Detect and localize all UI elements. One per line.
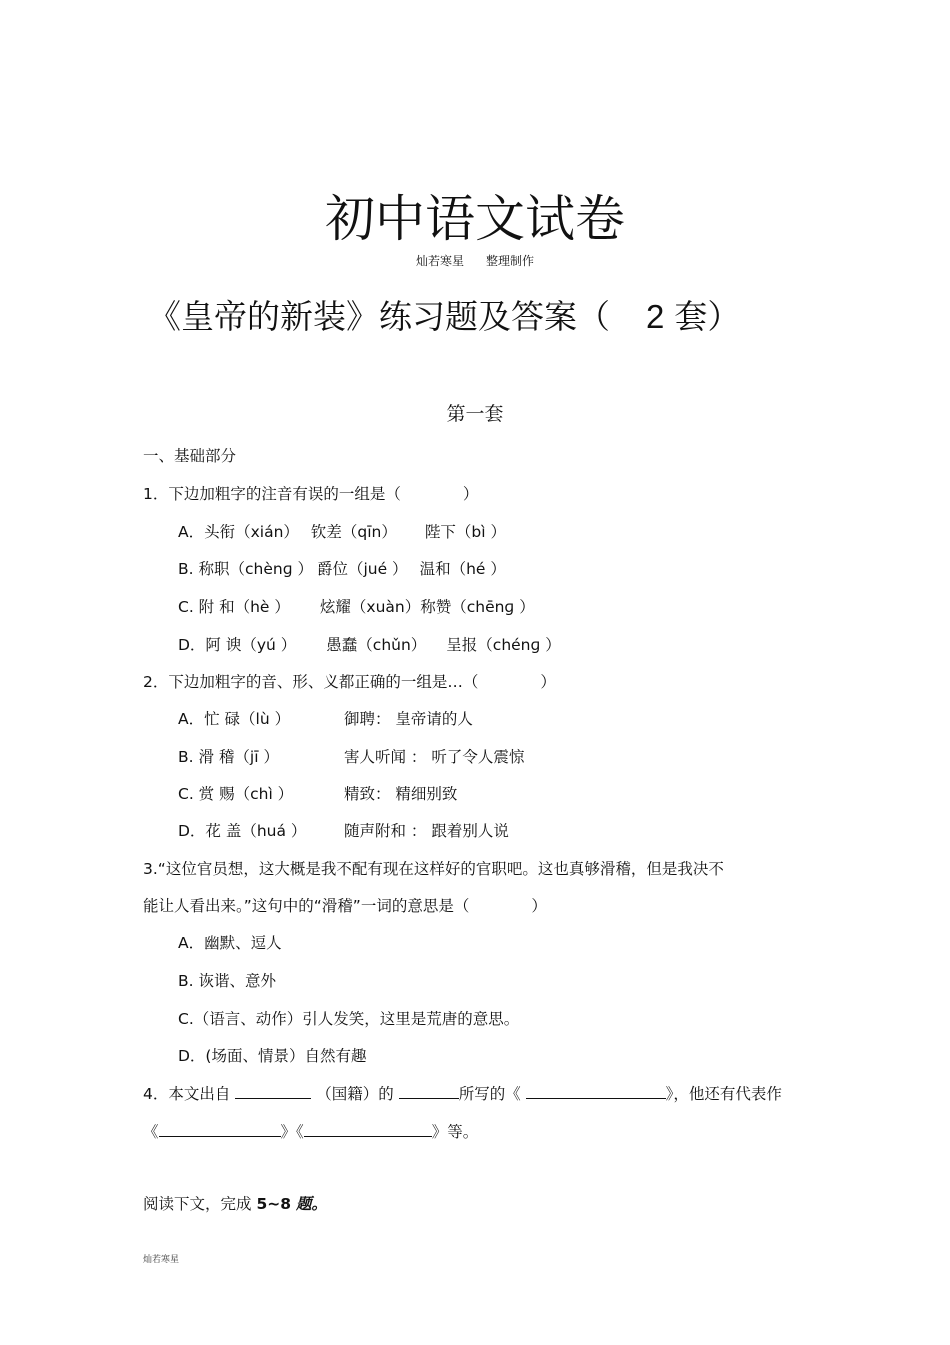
q1-option-c bbox=[178, 595, 535, 619]
q1-c-2: 炫耀（xuàn）称赞（chēnɡ ） bbox=[319, 598, 535, 616]
q4-text-1: 4．本文出自 bbox=[143, 1085, 231, 1103]
exam-title: 初中语文试卷 bbox=[325, 190, 625, 248]
document-title bbox=[148, 294, 740, 340]
q2-b-1: B. 滑 稽（jī ） bbox=[178, 748, 279, 766]
q4-blank-work1 bbox=[159, 1120, 281, 1137]
page-footer: 灿若寒星 bbox=[143, 1255, 180, 1265]
q1-b-1: B. 称职（chènɡ ） bbox=[178, 560, 313, 578]
q4-blank-source bbox=[235, 1082, 311, 1099]
q2-stem: 2．下边加粗字的音、形、义都正确的一组是…（ ） bbox=[143, 673, 556, 691]
document-title-end: 套） bbox=[674, 297, 741, 336]
q4-text-3: 所写的《 bbox=[458, 1085, 521, 1103]
q1-a-2: 钦差（qīn） bbox=[310, 523, 397, 541]
q4-text-4: 》，他还有代表作 bbox=[665, 1085, 782, 1103]
reading-instruction bbox=[143, 1192, 327, 1216]
q4-text-5: 《 bbox=[143, 1123, 159, 1141]
q1-b-3: 温和（hé ） bbox=[419, 560, 506, 578]
reading-text: 阅读下文，完成 bbox=[143, 1195, 252, 1213]
q2-c-1: C. 赏 赐（chì ） bbox=[178, 785, 294, 803]
q2-option-c bbox=[178, 782, 457, 806]
q4-blank-work2 bbox=[304, 1120, 432, 1137]
q1-c-1: C. 附 和（hè ） bbox=[178, 598, 290, 616]
set-title: 第一套 bbox=[446, 403, 504, 425]
q3-option-d: D．(场面、情景）自然有趣 bbox=[178, 1047, 367, 1065]
reading-range: 5~8 bbox=[256, 1195, 292, 1213]
reading-end: 题。 bbox=[295, 1195, 327, 1213]
q4-text-7: 》等。 bbox=[431, 1123, 479, 1141]
q4-text-6: 》《 bbox=[280, 1123, 304, 1141]
q2-option-a bbox=[178, 707, 473, 731]
q1-option-b bbox=[178, 557, 506, 581]
q2-d-1: D．花 盖（huá ） bbox=[178, 822, 307, 840]
q3-option-a: A．幽默、逗人 bbox=[178, 934, 282, 952]
q4-blank-book bbox=[526, 1082, 666, 1099]
subtitle-left: 灿若寒星 bbox=[415, 254, 464, 268]
q1-d-3: 呈报（chénɡ ） bbox=[446, 636, 561, 654]
q2-option-b bbox=[178, 745, 524, 769]
q1-option-d bbox=[178, 633, 561, 657]
q2-d-2: 随声附和 ： 跟着别人说 bbox=[344, 822, 509, 840]
q1-a-1: A．头衔（xián） bbox=[178, 523, 299, 541]
document-title-main: 《皇帝的新装》练习题及答案（ bbox=[148, 297, 610, 336]
subtitle-right: 整理制作 bbox=[486, 254, 535, 268]
q2-a-2: 御聘： 皇帝请的人 bbox=[344, 710, 473, 728]
q4-blank-author bbox=[399, 1082, 459, 1099]
q2-b-2: 害人听闻 ： 听了令人震惊 bbox=[344, 748, 525, 766]
subtitle bbox=[0, 252, 950, 270]
q1-a-3: 陛下（bì ） bbox=[424, 523, 506, 541]
q1-d-1: D．阿 谀（yú ） bbox=[178, 636, 297, 654]
q4-line2 bbox=[143, 1120, 478, 1144]
section-heading: 一、基础部分 bbox=[143, 447, 237, 465]
q1-d-2: 愚蠢（chǔn） bbox=[326, 636, 427, 654]
q3-option-b: B. 诙谐、意外 bbox=[178, 972, 276, 990]
q1-stem: 1．下边加粗字的注音有误的一组是（ ） bbox=[143, 485, 479, 503]
q3-stem-line2: 能让人看出来。”这句中的“滑稽”一词的意思是（ ） bbox=[143, 897, 547, 915]
q4-line1 bbox=[143, 1082, 782, 1106]
q2-option-d bbox=[178, 819, 509, 843]
q1-b-2: 爵位（jué ） bbox=[316, 560, 408, 578]
q3-stem-line1: 3.“这位官员想，这大概是我不配有现在这样好的官职吧。这也真够滑稽，但是我决不 bbox=[143, 860, 724, 878]
q2-c-2: 精致： 精细别致 bbox=[344, 785, 458, 803]
q4-text-2: （国籍）的 bbox=[316, 1085, 394, 1103]
q1-option-a bbox=[178, 520, 506, 544]
q2-a-1: A．忙 碌（lù ） bbox=[178, 710, 291, 728]
q3-option-c: C.（语言、动作）引人发笑，这里是荒唐的意思。 bbox=[178, 1010, 520, 1028]
document-title-number: 2 bbox=[646, 298, 665, 335]
